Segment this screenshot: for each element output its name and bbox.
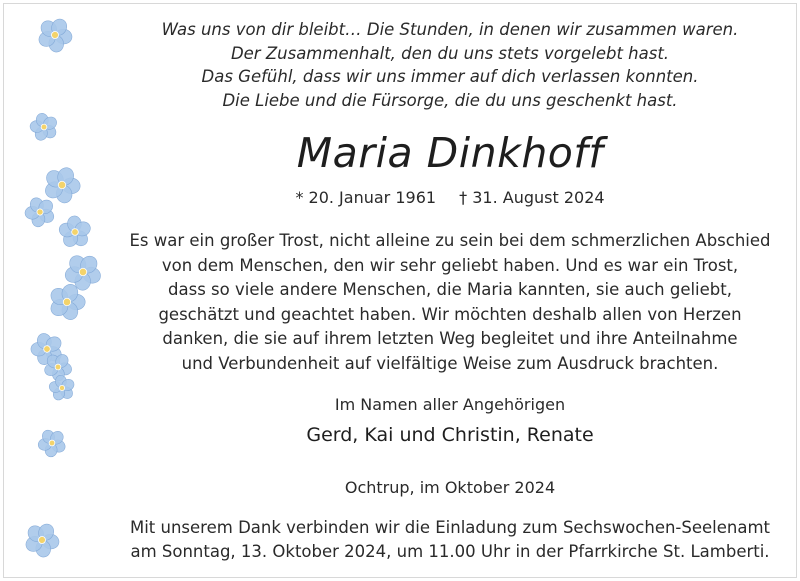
death-date: † 31. August 2024 — [459, 188, 605, 207]
message-line: geschätzt und geachtet haben. Wir möchten deshalb allen von Herzen — [158, 304, 742, 324]
deceased-name: Maria Dinkhoff — [296, 129, 604, 177]
invitation — [110, 516, 790, 564]
thank-you-message — [110, 229, 790, 376]
message-line: danken, die sie auf ihrem letzten Weg begleitet und ihre Anteilnahme — [162, 329, 738, 348]
message-line: von dem Menschen, den wir sehr geliebt haben. Und es war ein Trost, — [161, 255, 739, 275]
forget-me-not-flower-icon — [32, 423, 71, 462]
poem-line: Die Liebe und die Fürsorge, die du uns geschenkt hast. — [222, 90, 678, 110]
invitation-line: Mit unserem Dank verbinden wir die Einladung zum Sechswochen-Seelenamt — [129, 518, 771, 537]
forget-me-not-flower-icon — [51, 208, 99, 256]
forget-me-not-flower-icon — [34, 14, 75, 57]
forget-me-not-flower-icon — [23, 106, 64, 148]
poem-line: Das Gefühl, dass wir uns immer auf dich verlassen konnten. — [201, 67, 699, 86]
invitation-line: am Sonntag, 13. Oktober 2024, um 11.00 Uhr in der Pfarrkirche St. Lamberti. — [130, 542, 770, 561]
poem — [110, 18, 790, 112]
message-line: und Verbundenheit auf vielfältige Weise zum Ausdruck brachten. — [181, 353, 719, 373]
flower-decoration — [0, 0, 110, 581]
forget-me-not-flower-icon — [21, 519, 62, 562]
birth-date: * 20. Januar 1961 — [295, 188, 437, 207]
poem-line: Was uns von dir bleibt… Die Stunden, in denen wir zusammen waren. — [161, 20, 739, 39]
message-line: Es war ein großer Trost, nicht alleine zu sein bei dem schmerzlichen Abschied — [129, 231, 771, 250]
message-line: dass so viele andere Menschen, die Maria kannten, sie auch geliebt, — [168, 280, 732, 299]
life-dates — [110, 186, 790, 210]
signer-names: Gerd, Kai und Christin, Renate — [306, 424, 594, 446]
on-behalf-line: Im Namen aller Angehörigen — [334, 395, 566, 414]
place-and-date: Ochtrup, im Oktober 2024 — [344, 478, 556, 497]
notice-content — [110, 0, 790, 581]
poem-line: Der Zusammenhalt, den du uns stets vorgelebt hast. — [230, 43, 670, 63]
